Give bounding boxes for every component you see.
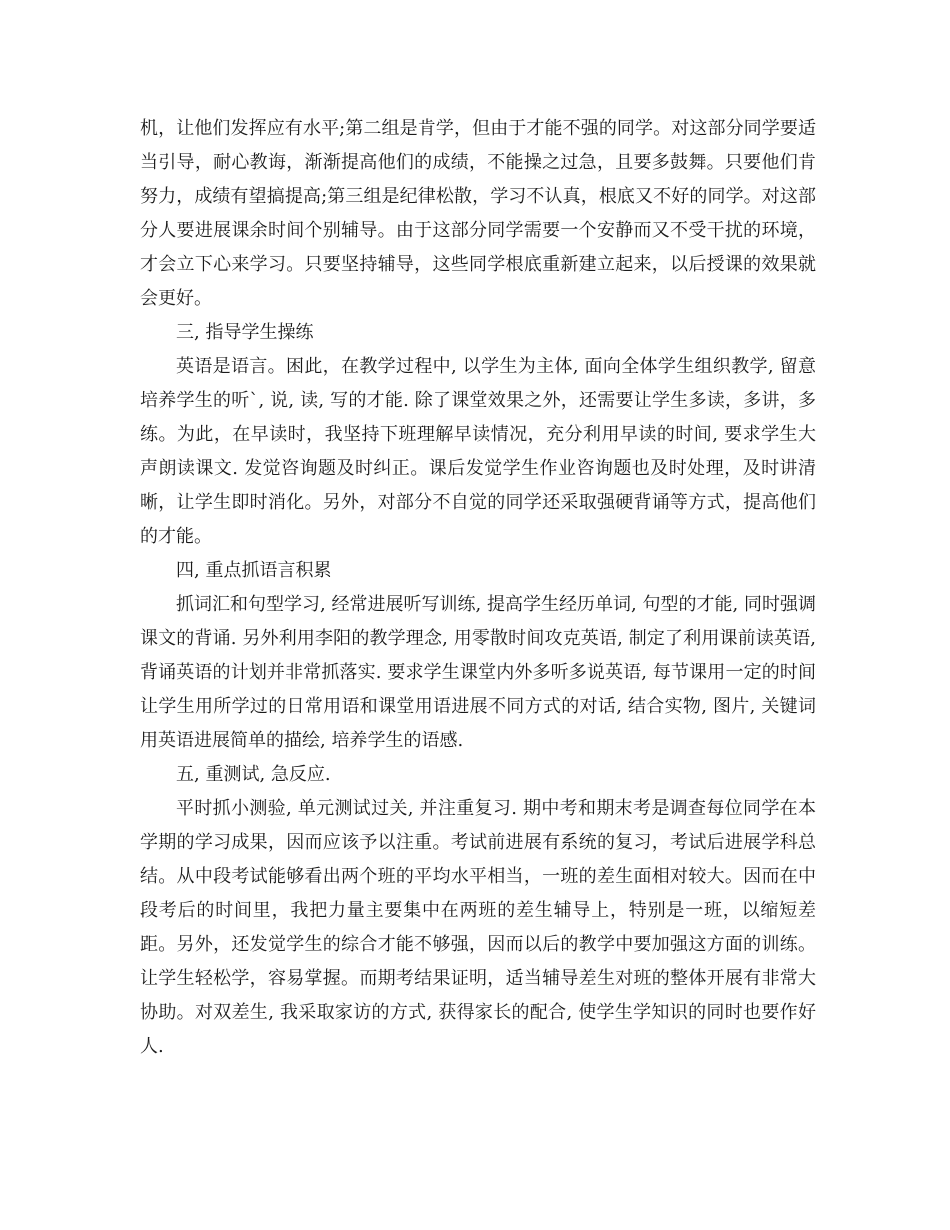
- section-heading-4: 四, 重点抓语言积累: [176, 560, 332, 581]
- section-heading-3: 三, 指导学生操练: [176, 322, 314, 343]
- paragraph-section-3: 英语是语言。困此，在教学过程中, 以学生为主体, 面向全体学生组织教学, 留意培养学生的听`, 说, 读, 写的才能. 除了课堂效果之外，还需要让学生多读，多讲，多练。为此，在早读时，我坚持下班理解早读情况，充分利用早读的时间, 要求学生大声朗读课文. 发觉咨询题及时纠正。课后发觉学生作业咨询题也及时处理，及时讲清晰，让学生即时消化。另外，对部分不自觉的同学还采取强硬背诵等方式，提高他们的才能。: [140, 356, 816, 547]
- paragraph-section-4: 抓词汇和句型学习, 经常进展听写训练, 提高学生经历单词, 句型的才能, 同时强调课文的背诵. 另外利用李阳的教学理念, 用零散时间攻克英语, 制定了利用课前读英语, 背诵英语的计划并非常抓落实. 要求学生课堂内外多听多说英语, 每节课用一定的时间让学生用所学过的日常用语和课堂用语进展不同方式的对话, 结合实物, 图片, 关键词用英语进展简单的描绘, 培养学生的语感.: [140, 594, 816, 751]
- paragraph-section-5: 平时抓小测验, 单元测试过关, 并注重复习. 期中考和期末考是调查每位同学在本学期的学习成果，因而应该予以注重。考试前进展有系统的复习，考试后进展学科总结。从中段考试能够看出两个班的平均水平相当，一班的差生面相对较大。因而在中段考后的时间里，我把力量主要集中在两班的差生辅导上，特别是一班，以缩短差距。另外，还发觉学生的综合才能不够强，因而以后的教学中要加强这方面的训练。让学生轻松学，容易掌握。而期考结果证明，适当辅导差生对班的整体开展有非常大协助。对双差生, 我采取家访的方式, 获得家长的配合, 使学生学知识的同时也要作好人.: [140, 798, 816, 1057]
- paragraph-continuation: 机，让他们发挥应有水平;第二组是肯学，但由于才能不强的同学。对这部分同学要适当引导，耐心教诲，渐渐提高他们的成绩，不能操之过急，且要多鼓舞。只要他们肯努力，成绩有望搞提高;第三组是纪律松散，学习不认真，根底又不好的同学。对这部分人要进展课余时间个别辅导。由于这部分同学需要一个安静而又不受干扰的环境，才会立下心来学习。只要坚持辅导，这些同学根底重新建立起来，以后授课的效果就会更好。: [140, 118, 816, 309]
- section-heading-5: 五, 重测试, 急反应.: [176, 764, 331, 785]
- document-page: [140, 112, 816, 1064]
